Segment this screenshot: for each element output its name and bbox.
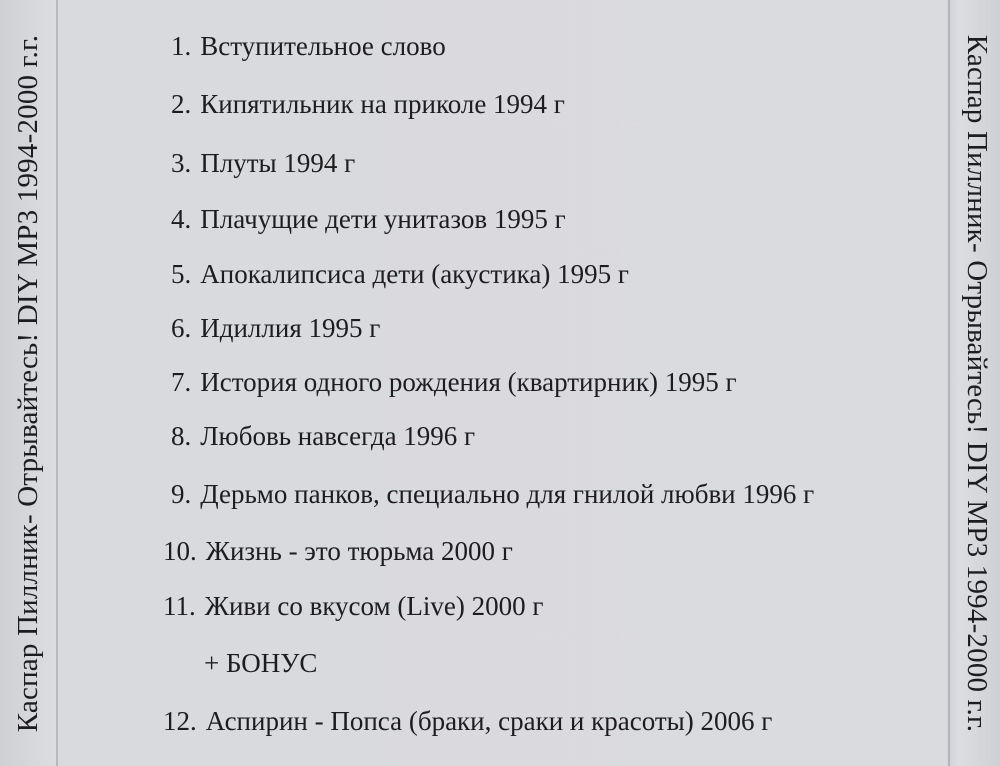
bonus-label: + БОНУС bbox=[204, 648, 318, 678]
track-item bbox=[171, 30, 446, 62]
track-title: Апокалипсиса дети (акустика) 1995 г bbox=[200, 259, 629, 289]
track-item bbox=[171, 88, 565, 120]
track-item bbox=[171, 203, 566, 235]
track-number: 10. bbox=[163, 536, 197, 566]
track-item bbox=[171, 366, 737, 398]
track-item bbox=[171, 147, 355, 179]
spine-left-text: Каспар Пиллник- Отрывайтесь! DIY MP3 1994-2000 г.г. bbox=[12, 34, 45, 732]
track-number: 1. bbox=[171, 31, 192, 61]
track-title: Аспирин - Попса (браки, сраки и красоты) 2006 г bbox=[205, 706, 773, 736]
track-title: История одного рождения (квартирник) 1995 г bbox=[200, 367, 737, 397]
track-number: 3. bbox=[171, 148, 192, 178]
track-title: Живи со вкусом (Live) 2000 г bbox=[204, 591, 544, 621]
track-number: 9. bbox=[171, 479, 192, 509]
track-number: 4. bbox=[171, 204, 192, 234]
track-item bbox=[163, 705, 772, 737]
track-title: Идиллия 1995 г bbox=[200, 313, 381, 343]
track-title: Кипятильник на приколе 1994 г bbox=[200, 89, 565, 119]
track-title: Жизнь - это тюрьма 2000 г bbox=[205, 536, 513, 566]
track-title: Плуты 1994 г bbox=[200, 148, 356, 178]
track-title: Любовь навсегда 1996 г bbox=[200, 421, 476, 451]
track-number: 12. bbox=[163, 706, 197, 736]
track-number: 6. bbox=[171, 313, 192, 343]
track-title: Дерьмо панков, специально для гнилой любви 1996 г bbox=[200, 479, 815, 509]
track-number: 5. bbox=[171, 259, 192, 289]
track-item bbox=[171, 258, 629, 290]
track-title: Плачущие дети унитазов 1995 г bbox=[200, 204, 566, 234]
track-item bbox=[171, 478, 814, 510]
track-number: 8. bbox=[171, 421, 192, 451]
track-item bbox=[163, 590, 543, 622]
track-item bbox=[171, 420, 475, 452]
track-number: 2. bbox=[171, 89, 192, 119]
track-item bbox=[171, 312, 380, 344]
track-item bbox=[163, 535, 513, 567]
spine-right-text: Каспар Пиллник- Отрывайтесь! DIY MP3 1994-2000 г.г. bbox=[961, 34, 994, 732]
track-number: 7. bbox=[171, 367, 192, 397]
track-number: 11. bbox=[163, 591, 196, 621]
track-title: Вступительное слово bbox=[200, 31, 446, 61]
